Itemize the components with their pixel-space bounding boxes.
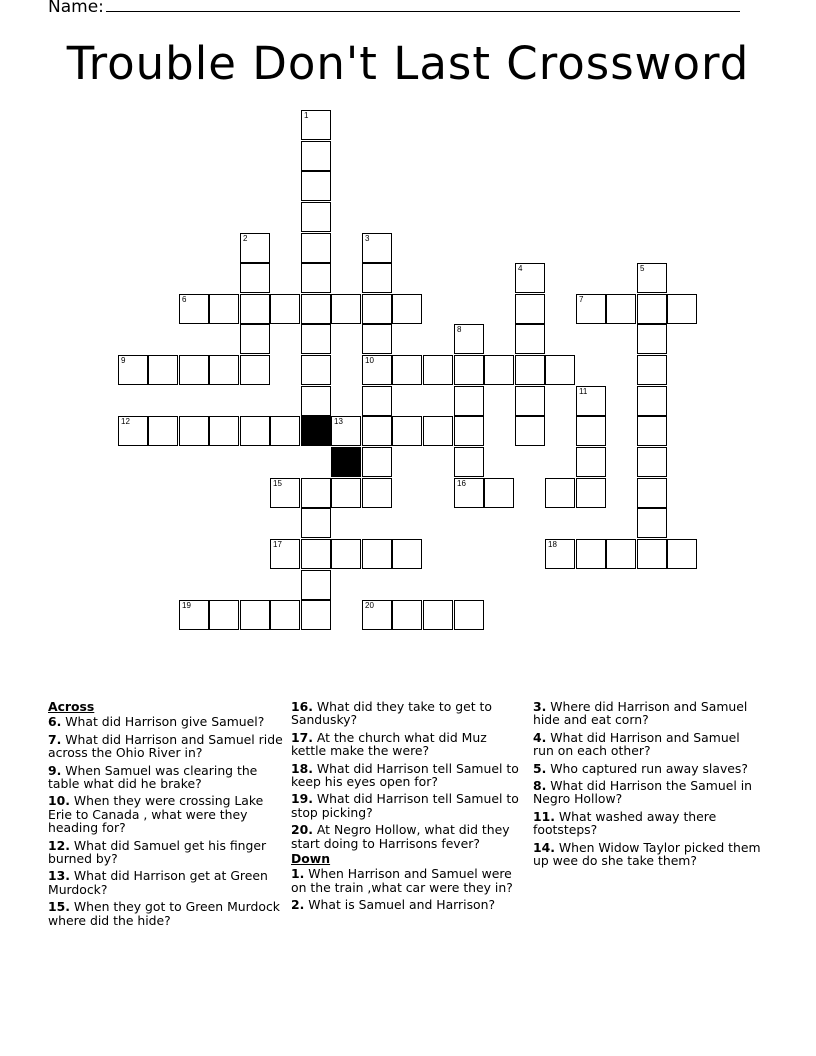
grid-cell[interactable] <box>301 539 331 569</box>
grid-cell[interactable] <box>576 386 606 416</box>
grid-cell[interactable] <box>301 263 331 293</box>
clue-item-number: 15. <box>48 899 70 915</box>
grid-cell[interactable] <box>301 570 331 600</box>
clue-item-number: 9. <box>48 762 62 778</box>
clue-item-text: What did Harrison the Samuel in Negro Hollow? <box>533 778 752 807</box>
clue-item-text: What did they take to get to Sandusky? <box>291 699 492 728</box>
clue-number: 18 <box>548 540 557 549</box>
grid-cell[interactable] <box>545 355 575 385</box>
grid-cell[interactable] <box>301 110 331 140</box>
grid-cell[interactable] <box>576 447 606 477</box>
grid-cell[interactable] <box>423 355 453 385</box>
grid-cell[interactable] <box>362 324 392 354</box>
clue-column-2 <box>291 700 521 916</box>
grid-cell[interactable] <box>331 294 361 324</box>
grid-cell[interactable] <box>545 478 575 508</box>
clue-item <box>48 764 284 791</box>
clue-number: 10 <box>365 356 374 365</box>
grid-cell[interactable] <box>454 600 484 630</box>
grid-cell[interactable] <box>637 447 667 477</box>
grid-cell[interactable] <box>240 416 270 446</box>
grid-cell[interactable] <box>148 416 178 446</box>
clue-item-number: 14. <box>533 839 555 855</box>
clue-item-text: What did Harrison give Samuel? <box>61 714 265 730</box>
grid-cell[interactable] <box>209 600 239 630</box>
name-label: Name: <box>48 0 104 17</box>
clue-item-number: 11. <box>533 808 555 824</box>
clue-item <box>291 898 521 911</box>
grid-cell[interactable] <box>637 294 667 324</box>
clue-column-1 <box>48 700 284 931</box>
grid-cell[interactable] <box>301 386 331 416</box>
clue-item <box>533 731 763 758</box>
grid-cell[interactable] <box>515 386 545 416</box>
clue-item-number: 7. <box>48 731 62 747</box>
grid-cell[interactable] <box>362 263 392 293</box>
grid-cell[interactable] <box>454 447 484 477</box>
grid-cell[interactable] <box>301 294 331 324</box>
grid-cell[interactable] <box>545 539 575 569</box>
grid-cell[interactable] <box>179 294 209 324</box>
grid-cell[interactable] <box>423 416 453 446</box>
grid-cell[interactable] <box>667 294 697 324</box>
clue-item-text: What did Harrison get at Green Murdock? <box>48 868 268 897</box>
clue-item <box>533 762 763 775</box>
clue-number: 5 <box>640 264 645 273</box>
clue-item-text: When Harrison and Samuel were on the train ,what car were they in? <box>291 866 513 895</box>
grid-cell[interactable] <box>240 233 270 263</box>
grid-cell[interactable] <box>240 600 270 630</box>
grid-cell[interactable] <box>331 539 361 569</box>
grid-cell[interactable] <box>667 539 697 569</box>
clue-item-text: Where did Harrison and Samuel hide and eat corn? <box>533 699 748 728</box>
grid-cell[interactable] <box>118 416 148 446</box>
grid-cell[interactable] <box>179 416 209 446</box>
clue-item-text: What did Harrison tell Samuel to keep his eyes open for? <box>291 760 519 790</box>
grid-cell[interactable] <box>240 355 270 385</box>
clue-item-text: Who captured run away slaves? <box>546 760 748 776</box>
clue-item-number: 5. <box>533 760 547 776</box>
across-header: Across <box>48 699 95 714</box>
grid-cell[interactable] <box>301 324 331 354</box>
clue-number: 1 <box>304 111 309 120</box>
grid-cell[interactable] <box>637 263 667 293</box>
clue-item-text: When Widow Taylor picked them up wee do she take them? <box>533 839 761 869</box>
clue-item-number: 18. <box>291 760 313 776</box>
grid-cell[interactable] <box>392 294 422 324</box>
clue-item-text: What did Samuel get his finger burned by? <box>48 837 267 867</box>
clue-item-text: What did Harrison and Samuel run on each other? <box>533 729 740 759</box>
clue-number: 19 <box>182 601 191 610</box>
clue-item <box>533 810 763 837</box>
grid-cell[interactable] <box>637 324 667 354</box>
grid-cell[interactable] <box>331 416 361 446</box>
grid-cell[interactable] <box>576 478 606 508</box>
clue-number: 17 <box>273 540 282 549</box>
clue-item-number: 2. <box>291 897 305 913</box>
grid-cell[interactable] <box>454 324 484 354</box>
grid-cell[interactable] <box>637 416 667 446</box>
clue-item-text: What washed away there footsteps? <box>533 808 717 838</box>
clue-item <box>48 715 284 728</box>
grid-cell[interactable] <box>331 478 361 508</box>
grid-cell[interactable] <box>362 416 392 446</box>
clue-item-number: 1. <box>291 866 305 882</box>
clue-number: 15 <box>273 479 282 488</box>
grid-cell[interactable] <box>515 294 545 324</box>
clue-number: 2 <box>243 234 248 243</box>
clue-number: 16 <box>457 479 466 488</box>
clue-number: 3 <box>365 234 370 243</box>
clue-item-text: What did Harrison tell Samuel to stop picking? <box>291 791 519 820</box>
grid-cell[interactable] <box>576 416 606 446</box>
clue-item <box>291 700 521 727</box>
clue-number: 11 <box>579 387 588 396</box>
grid-cell[interactable] <box>606 294 636 324</box>
grid-block <box>331 447 361 477</box>
clue-item-number: 10. <box>48 793 70 809</box>
clue-number: 6 <box>182 295 187 304</box>
clue-number: 9 <box>121 356 126 365</box>
clue-item <box>48 869 284 896</box>
clue-number: 13 <box>334 417 343 426</box>
grid-cell[interactable] <box>209 416 239 446</box>
grid-cell[interactable] <box>362 539 392 569</box>
grid-cell[interactable] <box>362 600 392 630</box>
clue-number: 20 <box>365 601 374 610</box>
grid-cell[interactable] <box>423 600 453 630</box>
grid-cell[interactable] <box>515 355 545 385</box>
clue-item <box>291 823 521 850</box>
clue-item-text: At Negro Hollow, what did they start doing to Harrisons fever? <box>291 822 510 851</box>
grid-cell[interactable] <box>270 416 300 446</box>
grid-cell[interactable] <box>362 355 392 385</box>
clue-item <box>291 867 521 894</box>
grid-cell[interactable] <box>606 539 636 569</box>
clue-item-number: 13. <box>48 868 70 884</box>
clue-item-number: 20. <box>291 822 313 838</box>
grid-cell[interactable] <box>484 478 514 508</box>
clue-item <box>533 841 763 868</box>
clue-item-number: 8. <box>533 778 547 794</box>
grid-cell[interactable] <box>148 355 178 385</box>
clue-item <box>291 792 521 819</box>
grid-cell[interactable] <box>209 355 239 385</box>
clue-item <box>48 794 284 834</box>
grid-cell[interactable] <box>362 233 392 263</box>
grid-cell[interactable] <box>301 478 331 508</box>
clue-item <box>48 900 284 927</box>
grid-block <box>301 416 331 446</box>
grid-cell[interactable] <box>454 355 484 385</box>
grid-cell[interactable] <box>515 263 545 293</box>
clue-item-number: 17. <box>291 729 313 745</box>
down-header: Down <box>291 851 331 867</box>
grid-cell[interactable] <box>637 478 667 508</box>
grid-cell[interactable] <box>362 478 392 508</box>
clue-item <box>48 733 284 760</box>
clue-item <box>533 700 763 727</box>
grid-cell[interactable] <box>301 141 331 171</box>
clue-number: 4 <box>518 264 523 273</box>
clue-item-number: 16. <box>291 699 313 714</box>
grid-cell[interactable] <box>301 355 331 385</box>
grid-cell[interactable] <box>392 600 422 630</box>
grid-cell[interactable] <box>576 539 606 569</box>
grid-cell[interactable] <box>240 263 270 293</box>
clue-item-text: When Samuel was clearing the table what did he brake? <box>48 762 258 792</box>
clue-item-number: 12. <box>48 837 70 853</box>
clue-number: 12 <box>121 417 130 426</box>
grid-cell[interactable] <box>209 294 239 324</box>
grid-cell[interactable] <box>392 355 422 385</box>
grid-cell[interactable] <box>515 416 545 446</box>
clue-number: 8 <box>457 325 462 334</box>
grid-cell[interactable] <box>270 600 300 630</box>
clue-item-text: At the church what did Muz kettle make the were? <box>291 729 487 759</box>
clue-item-number: 4. <box>533 729 547 745</box>
page-title: Trouble Don't Last Crossword <box>66 37 750 90</box>
clue-item-text: When they were crossing Lake Erie to Canada , what were they heading for? <box>48 793 264 836</box>
clue-item-number: 19. <box>291 791 313 807</box>
grid-cell[interactable] <box>179 600 209 630</box>
grid-cell[interactable] <box>392 416 422 446</box>
grid-cell[interactable] <box>392 539 422 569</box>
grid-cell[interactable] <box>179 355 209 385</box>
grid-cell[interactable] <box>454 386 484 416</box>
grid-cell[interactable] <box>270 294 300 324</box>
grid-cell[interactable] <box>240 324 270 354</box>
clue-column-3 <box>533 700 763 871</box>
clue-item-text: When they got to Green Murdock where did the hide? <box>48 899 280 928</box>
grid-cell[interactable] <box>637 508 667 538</box>
grid-cell[interactable] <box>270 478 300 508</box>
grid-cell[interactable] <box>515 324 545 354</box>
grid-cell[interactable] <box>637 539 667 569</box>
grid-cell[interactable] <box>240 294 270 324</box>
clue-item <box>291 731 521 758</box>
grid-cell[interactable] <box>301 600 331 630</box>
grid-cell[interactable] <box>454 416 484 446</box>
grid-cell[interactable] <box>637 386 667 416</box>
grid-cell[interactable] <box>362 447 392 477</box>
grid-cell[interactable] <box>301 508 331 538</box>
grid-cell[interactable] <box>301 202 331 232</box>
clue-item <box>48 839 284 866</box>
grid-cell[interactable] <box>484 355 514 385</box>
clue-item-number: 3. <box>533 699 547 714</box>
grid-cell[interactable] <box>362 386 392 416</box>
clue-item-number: 6. <box>48 714 62 730</box>
clue-number: 7 <box>579 295 584 304</box>
grid-cell[interactable] <box>637 355 667 385</box>
grid-cell[interactable] <box>301 171 331 201</box>
clue-item-text: What is Samuel and Harrison? <box>304 897 496 913</box>
grid-cell[interactable] <box>362 294 392 324</box>
clue-item-text: What did Harrison and Samuel ride across the Ohio River in? <box>48 731 283 761</box>
grid-cell[interactable] <box>454 478 484 508</box>
clue-item <box>533 779 763 806</box>
grid-cell[interactable] <box>576 294 606 324</box>
clue-item <box>291 762 521 789</box>
grid-cell[interactable] <box>270 539 300 569</box>
grid-cell[interactable] <box>301 233 331 263</box>
grid-cell[interactable] <box>118 355 148 385</box>
